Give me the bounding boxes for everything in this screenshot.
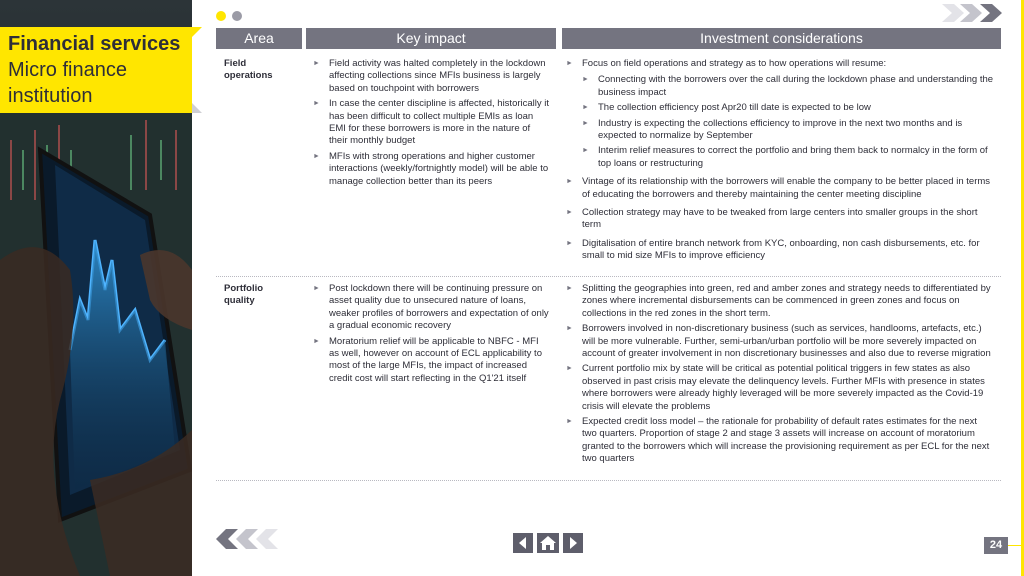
title-shadow-decoration xyxy=(192,103,202,113)
next-triangle-icon xyxy=(563,533,583,553)
list-item: ► Post lockdown there will be continuing pressure on asset quality due to unsecured nature of loans, weaker profiles of borrowers and expectation of only a gradual economic recovery xyxy=(313,283,551,333)
list-item: ► Expected credit loss model – the rationale for probability of default rates estimates for the next two quarters. Proportion of stage 2 and stage 3 assets will increase on account of moratorium granted to the borrowers which will increase the provisioning requirement as per ECL for the next two quarters xyxy=(566,416,994,466)
list-item: ► Moratorium relief will be applicable to NBFC - MFI as well, however on account of ECL applicability to most of the large MFIs, the impact of increased credit cost will start reflecting in the Q1'21 itself xyxy=(313,336,551,386)
grey-dot-icon xyxy=(232,11,242,21)
row-label-line: Portfolio xyxy=(224,283,264,294)
home-button[interactable] xyxy=(537,533,559,553)
back-chevrons-icon[interactable] xyxy=(216,527,280,551)
header-area: Area xyxy=(216,28,302,49)
row-divider xyxy=(216,276,1001,277)
list-item: ► Vintage of its relationship with the borrowers will enable the company to be better placed in terms of educating the borrowers and thereby maintaining the center meeting discipline xyxy=(566,176,994,201)
list-item: ► Current portfolio mix by state will be critical as potential political triggers in few states as also observed in past crisis may elevate the delinquency levels. Further MFIs with presence in states where borrowers were already highly leveraged will be more severely impacted as the Covid-19 crisis will elevate the problems xyxy=(566,363,994,413)
next-page-button[interactable] xyxy=(563,533,583,553)
list-item: ► MFIs with strong operations and higher customer interactions (weekly/fortnightly model) will be able to manage collection better than its peers xyxy=(313,151,551,188)
header-key-impact: Key impact xyxy=(306,28,556,49)
header-investment-considerations: Investment considerations xyxy=(562,28,1001,49)
list-item: ► Borrowers involved in non-discretionary business (such as services, handlooms, artefacts, etc.) will be more vulnerable. Further, semi-urban/urban portfolio will be more severely impacted on account of greater involvement in non discretionary businesses and also due to reverse migration xyxy=(566,323,994,360)
row-label-line: quality xyxy=(224,295,255,306)
yellow-dot-icon xyxy=(216,11,226,21)
list-item: ► Digitalisation of entire branch network from KYC, onboarding, non cash disbursements, etc. for small to mid size MFIs to improve efficiency xyxy=(566,238,994,263)
row-label-portfolio-quality xyxy=(224,283,302,307)
field-operations-investment-list xyxy=(566,58,994,266)
field-operations-impact-list xyxy=(313,58,551,191)
sub-list-item: ► The collection efficiency post Apr20 till date is expected to be low xyxy=(582,102,994,114)
previous-page-button[interactable] xyxy=(513,533,533,553)
page-number: 24 xyxy=(984,537,1008,554)
list-item: ► Splitting the geographies into green, red and amber zones and strategy needs to differentiated by zones where incremental disbursements can be commenced in green zones and focus on collections in the red zones in the short term. xyxy=(566,283,994,320)
sub-list-item: ► Interim relief measures to correct the portfolio and bring them back to normalcy in the form of top loans or restructuring xyxy=(582,145,994,170)
section-title-box xyxy=(0,27,192,113)
sub-list-item: ► Industry is expecting the collections efficiency to improve in the next two months and is expected to normalize by September xyxy=(582,118,994,143)
section-subtitle-line2: institution xyxy=(8,85,93,107)
prev-triangle-icon xyxy=(513,533,533,553)
forward-chevrons-icon[interactable] xyxy=(940,2,1008,24)
list-item: ► Collection strategy may have to be tweaked from large centers into smaller groups in the short term xyxy=(566,207,994,232)
row-label-line: operations xyxy=(224,70,273,81)
row-divider xyxy=(216,480,1001,481)
section-title: Financial services xyxy=(8,33,181,55)
section-subtitle-line1: Micro finance xyxy=(8,59,127,81)
home-icon xyxy=(537,533,559,553)
row-label-line: Field xyxy=(224,58,247,69)
list-item: ► In case the center discipline is affected, historically it has been difficult to collect multiple EMIs as loan EMI for these borrowers is more in the nature of their monthly budget xyxy=(313,98,551,148)
page-number-accent xyxy=(1008,545,1024,546)
portfolio-quality-investment-list xyxy=(566,283,994,469)
list-item: ► Focus on field operations and strategy as to how operations will resume: xyxy=(566,58,994,70)
row-label-field-operations xyxy=(224,58,302,82)
sub-list-item: ► Connecting with the borrowers over the call during the lockdown phase and understanding the business impact xyxy=(582,74,994,99)
portfolio-quality-impact-list xyxy=(313,283,551,388)
list-item: ► Field activity was halted completely in the lockdown affecting collections since MFIs business is largely based on touchpoint with borrowers xyxy=(313,58,551,95)
title-notch-decoration xyxy=(192,27,202,37)
